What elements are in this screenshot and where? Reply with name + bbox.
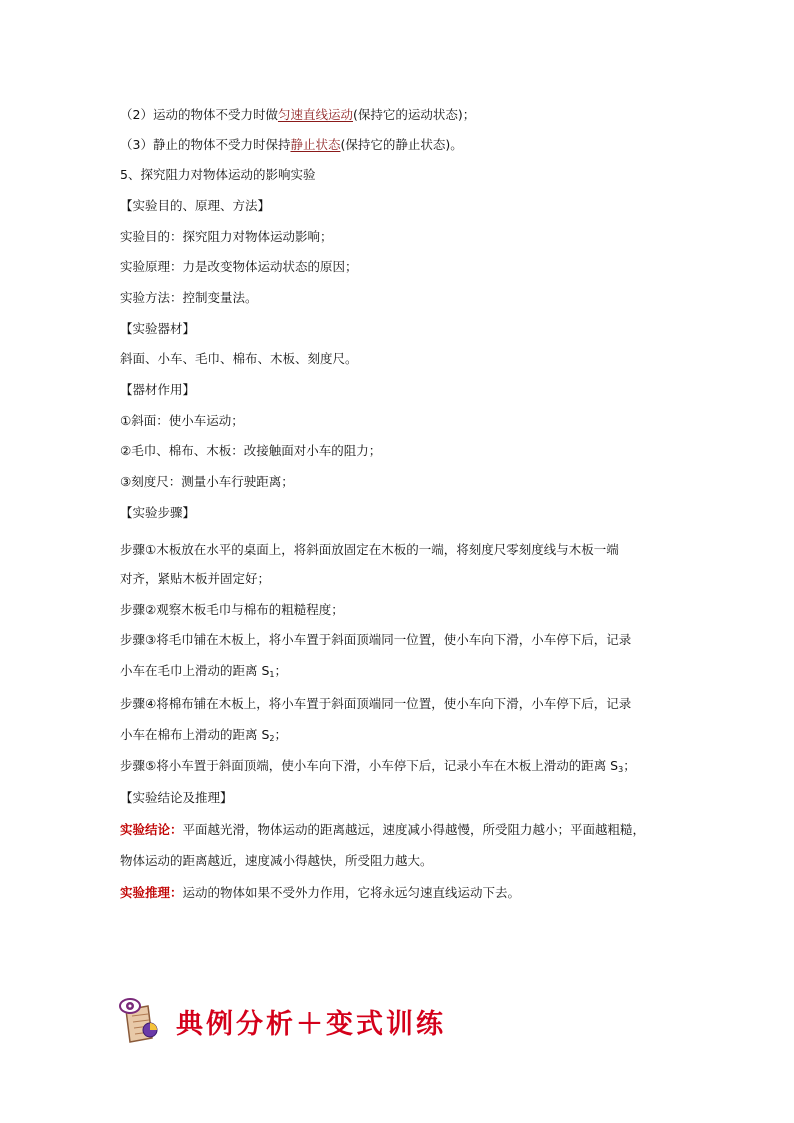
term-rest-state: 静止状态	[290, 137, 341, 152]
subscript: 3	[618, 765, 624, 774]
conclusion-b: 物体运动的距离越近，速度减小得越快，所受阻力越大。	[120, 853, 433, 868]
text: 小车在棉布上滑动的距离 S	[120, 727, 270, 742]
term-uniform-motion: 匀速直线运动	[277, 107, 353, 122]
heading-steps: 【实验步骤】	[120, 505, 196, 520]
role-item-1: ①斜面：使小车运动；	[120, 413, 244, 428]
subscript: 2	[269, 734, 275, 743]
paragraph-rest-state	[120, 137, 463, 153]
text: 平面越光滑，物体运动的距离越远，速度减小得越慢，所受阻力越小；平面越粗糙，	[182, 822, 646, 837]
step-4a: 步骤④将棉布铺在木板上，将小车置于斜面顶端同一位置，使小车向下滑，小车停下后，记录	[120, 696, 632, 711]
step-2: 步骤②观察木板毛巾与棉布的粗糙程度；	[120, 602, 344, 617]
section-title: 5、探究阻力对物体运动的影响实验	[120, 167, 316, 182]
role-item-2: ②毛巾、棉布、木板：改接触面对小车的阻力；	[120, 443, 382, 458]
text: 运动的物体如果不受外力作用，它将永远匀速直线运动下去。	[182, 885, 521, 900]
role-item-3: ③刻度尺：测量小车行驶距离；	[120, 474, 294, 489]
text: (保持它的静止状态)。	[340, 137, 463, 152]
step-4b	[120, 727, 287, 747]
text: (保持它的运动状态)；	[352, 107, 476, 122]
step-5	[120, 758, 636, 778]
scroll-eye-icon	[118, 996, 164, 1044]
text: ；	[274, 663, 288, 678]
inference-label: 实验推理：	[120, 885, 183, 900]
text: ；	[274, 727, 288, 742]
step-1a: 步骤①木板放在水平的桌面上，将斜面放固定在木板的一端，将刻度尺零刻度线与木板一端	[120, 542, 619, 557]
heading-equipment: 【实验器材】	[120, 321, 196, 336]
purpose-text: 实验目的：探究阻力对物体运动影响；	[120, 229, 333, 244]
banner-title: 典例分析＋变式训练	[176, 1009, 446, 1040]
inference	[120, 885, 520, 901]
text: ；	[623, 758, 636, 773]
conclusion-label: 实验结论：	[120, 822, 183, 837]
text: 小车在毛巾上滑动的距离 S	[120, 663, 270, 678]
heading-conclusion: 【实验结论及推理】	[120, 790, 233, 805]
text: （3）静止的物体不受力时保持	[120, 137, 291, 152]
subscript: 1	[269, 670, 275, 679]
heading-role: 【器材作用】	[120, 382, 196, 397]
principle-text: 实验原理：力是改变物体运动状态的原因；	[120, 259, 358, 274]
text: 步骤⑤将小车置于斜面顶端，使小车向下滑，小车停下后，记录小车在木板上滑动的距离 S	[120, 758, 619, 773]
paragraph-uniform-motion	[120, 107, 475, 123]
section-banner	[118, 996, 448, 1042]
step-3a: 步骤③将毛巾铺在木板上，将小车置于斜面顶端同一位置，使小车向下滑，小车停下后，记录	[120, 632, 632, 647]
heading-purpose: 【实验目的、原理、方法】	[120, 198, 271, 213]
text: （2）运动的物体不受力时做	[120, 107, 278, 122]
conclusion-a	[120, 822, 645, 838]
method-text: 实验方法：控制变量法。	[120, 290, 258, 305]
step-1b: 对齐，紧贴木板并固定好；	[120, 571, 271, 586]
equipment-text: 斜面、小车、毛巾、棉布、木板、刻度尺。	[120, 351, 358, 366]
step-3b	[120, 663, 287, 683]
